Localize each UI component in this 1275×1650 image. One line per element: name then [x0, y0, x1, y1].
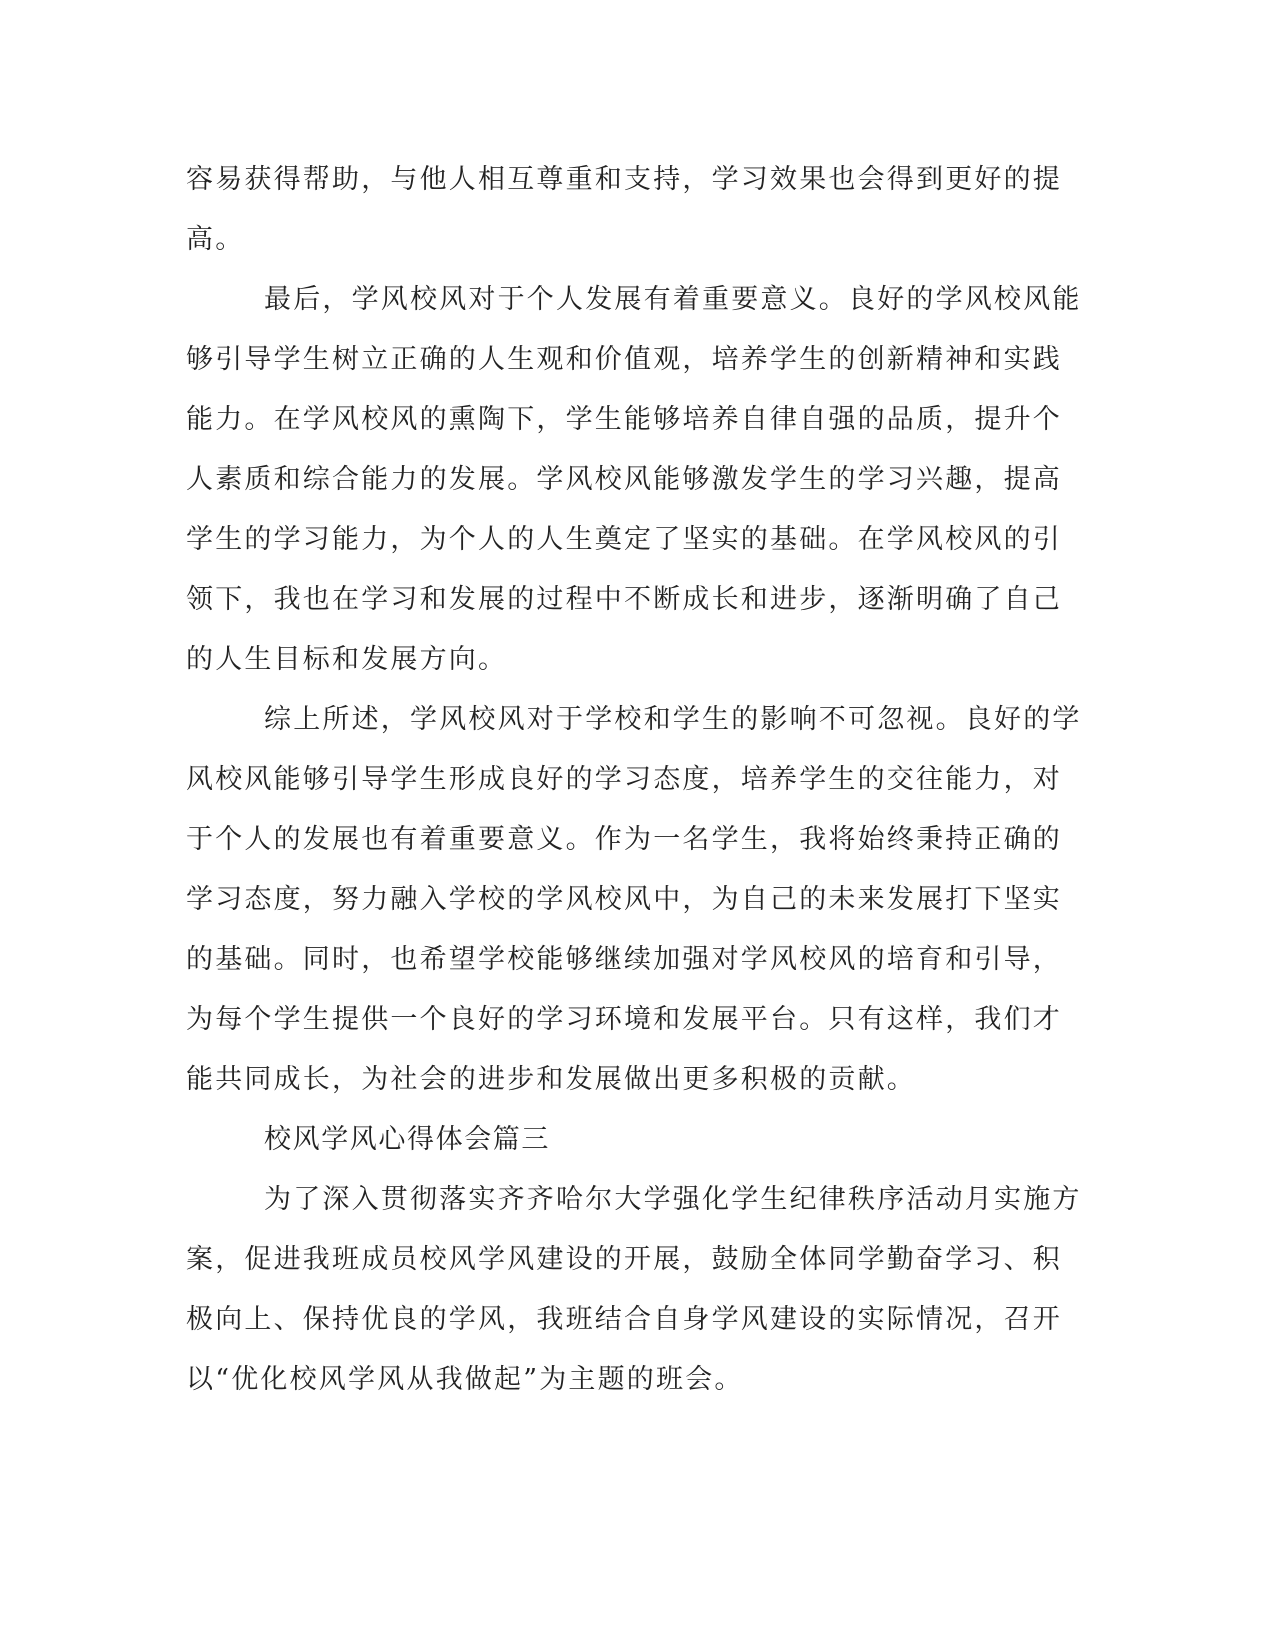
text-line: 案，促进我班成员校风学风建设的开展，鼓励全体同学勤奋学习、积 [186, 1244, 1062, 1275]
paragraph-start-line: 为了深入贯彻落实齐齐哈尔大学强化学生纪律秩序活动月实施方 [264, 1184, 1082, 1215]
text-line: 够引导学生树立正确的人生观和价值观，培养学生的创新精神和实践 [186, 344, 1062, 375]
text-line: 以“优化校风学风从我做起”为主题的班会。 [186, 1364, 744, 1395]
text-line: 于个人的发展也有着重要意义。作为一名学生，我将始终秉持正确的 [186, 824, 1062, 855]
text-line: 能共同成长，为社会的进步和发展做出更多积极的贡献。 [186, 1064, 916, 1095]
text-line: 为每个学生提供一个良好的学习环境和发展平台。只有这样，我们才 [186, 1004, 1062, 1035]
text-line: 人素质和综合能力的发展。学风校风能够激发学生的学习兴趣，提高 [186, 464, 1062, 495]
text-line: 容易获得帮助，与他人相互尊重和支持，学习效果也会得到更好的提 [186, 164, 1062, 195]
document-body [186, 150, 1082, 1410]
section-heading: 校风学风心得体会篇三 [264, 1124, 550, 1155]
text-line: 的人生目标和发展方向。 [186, 644, 508, 675]
paragraph-start-line: 综上所述，学风校风对于学校和学生的影响不可忽视。良好的学 [264, 704, 1082, 735]
text-line: 风校风能够引导学生形成良好的学习态度，培养学生的交往能力，对 [186, 764, 1062, 795]
text-line: 领下，我也在学习和发展的过程中不断成长和进步，逐渐明确了自己 [186, 584, 1062, 615]
paragraph-start-line: 最后，学风校风对于个人发展有着重要意义。良好的学风校风能 [264, 284, 1082, 315]
text-line: 高。 [186, 224, 245, 255]
text-line: 的基础。同时，也希望学校能够继续加强对学风校风的培育和引导， [186, 944, 1062, 975]
text-line: 能力。在学风校风的熏陶下，学生能够培养自律自强的品质，提升个 [186, 404, 1062, 435]
text-line: 极向上、保持优良的学风，我班结合自身学风建设的实际情况，召开 [186, 1304, 1062, 1335]
text-line: 学习态度，努力融入学校的学风校风中，为自己的未来发展打下坚实 [186, 884, 1062, 915]
text-line: 学生的学习能力，为个人的人生奠定了坚实的基础。在学风校风的引 [186, 524, 1062, 555]
